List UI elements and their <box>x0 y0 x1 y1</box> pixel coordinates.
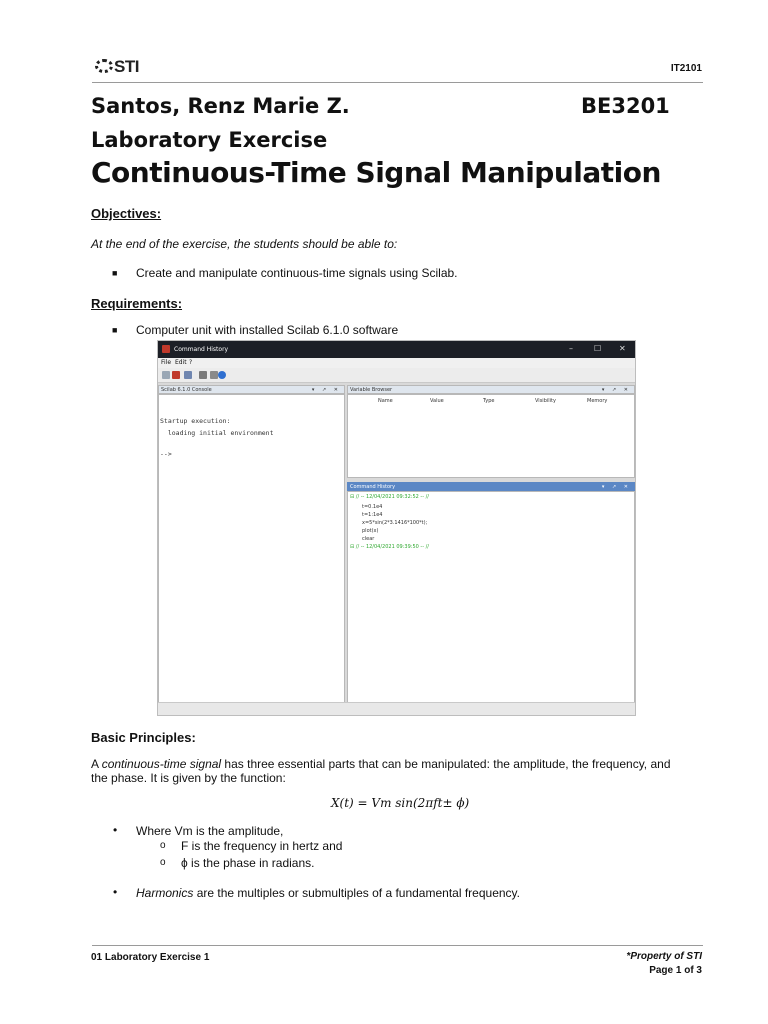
footer-divider <box>92 945 703 946</box>
maximize-icon: ☐ <box>594 344 602 353</box>
para-text: has three essential parts that can be manipulated: the amplitude, the frequency, and <box>221 757 671 771</box>
para-text: A <box>91 757 102 771</box>
harmonics-item <box>136 886 520 900</box>
sub-bullet-marker: o <box>160 857 166 868</box>
harmonics-text: are the multiples or submultiples of a fundamental frequency. <box>193 886 520 900</box>
minimize-icon: – <box>569 344 573 353</box>
console-line: loading initial environment <box>160 429 274 437</box>
footer-title: 01 Laboratory Exercise 1 <box>91 952 210 963</box>
command-history-pane <box>347 491 635 703</box>
column-type: Type <box>483 398 495 404</box>
variable-browser-label: Variable Browser <box>350 387 393 393</box>
document-type: Laboratory Exercise <box>91 128 328 152</box>
objective-item: Create and manipulate continuous-time signals using Scilab. <box>136 266 458 280</box>
signal-formula: X(t) = Vm sin(2πft± ϕ) <box>331 796 470 810</box>
basic-principles-heading: Basic Principles: <box>91 730 196 745</box>
student-name: Santos, Renz Marie Z. <box>91 94 350 118</box>
screenshot-menubar <box>158 358 635 368</box>
requirement-item: Computer unit with installed Scilab 6.1.0 software <box>136 323 399 337</box>
history-timestamp-text: // -- 12/04/2021 09:32:52 -- // <box>355 494 429 500</box>
close-icon: ✕ <box>619 344 626 353</box>
history-entry: plot(x) <box>362 528 379 534</box>
history-entry: t=1:1e4 <box>362 512 383 518</box>
command-history-label: Command History <box>350 484 396 490</box>
bullet-marker: ■ <box>112 325 118 335</box>
history-entry: x=5*sin(2*3.1416*100*t); <box>362 520 428 526</box>
menu-help: ? <box>189 359 193 366</box>
objectives-heading: Objectives: <box>91 206 162 221</box>
scilab-app-icon <box>162 345 170 353</box>
screenshot-titlebar <box>158 341 635 358</box>
document-code: IT2101 <box>670 63 702 74</box>
pane-controls: ▾ ↗ ✕ <box>311 387 341 393</box>
frequency-item: F is the frequency in hertz and <box>181 839 343 853</box>
scilab-screenshot <box>157 340 636 716</box>
screenshot-window-title: Command History <box>174 346 229 353</box>
student-section: BE3201 <box>581 94 670 118</box>
variable-browser-pane <box>347 394 635 478</box>
logo-text: STI <box>114 57 139 76</box>
bullet-marker: • <box>113 885 118 899</box>
tools-icon <box>199 371 207 379</box>
document-title: Continuous-Time Signal Manipulation <box>91 156 661 189</box>
basic-principles-paragraph-line2: the phase. It is given by the function: <box>91 771 286 785</box>
sti-logo <box>95 57 139 77</box>
history-entry: clear <box>362 536 375 542</box>
pane-controls: ▾ ↗ ✕ <box>601 484 631 490</box>
console-header-label: Scilab 6.1.0 Console <box>161 387 212 393</box>
help-icon <box>218 371 226 379</box>
history-session-timestamp: ⊟ // -- 12/04/2021 09:32:52 -- // <box>350 494 429 500</box>
basic-principles-paragraph <box>91 757 707 771</box>
console-prompt: --> <box>160 450 172 458</box>
sub-bullet-marker: o <box>160 840 166 851</box>
copy-icon <box>184 371 192 379</box>
requirements-heading: Requirements: <box>91 296 183 311</box>
console-line: Startup execution: <box>160 417 231 425</box>
cut-icon <box>172 371 180 379</box>
header-divider <box>92 82 703 83</box>
menu-file: File <box>161 359 172 366</box>
console-pane <box>158 394 345 703</box>
objectives-intro: At the end of the exercise, the students should be able to: <box>91 237 398 251</box>
where-item: Where Vm is the amplitude, <box>136 824 284 838</box>
history-entry: t=0.1e4 <box>362 504 383 510</box>
footer-page-number: Page 1 of 3 <box>649 965 702 976</box>
footer-property: *Property of STI <box>626 951 702 962</box>
column-memory: Memory <box>587 398 608 404</box>
console-header <box>158 385 345 394</box>
menu-edit: Edit <box>175 359 187 366</box>
new-icon <box>162 371 170 379</box>
history-timestamp-text: // -- 12/04/2021 09:39:50 -- // <box>355 544 429 550</box>
screenshot-toolbar <box>158 368 635 383</box>
harmonics-term: Harmonics <box>136 886 194 900</box>
sti-logo-icon <box>95 59 113 73</box>
phase-item: ϕ is the phase in radians. <box>181 856 315 870</box>
command-history-header <box>347 482 635 491</box>
history-session-timestamp: ⊟ // -- 12/04/2021 09:39:50 -- // <box>350 544 429 550</box>
settings-icon <box>210 371 218 379</box>
bullet-marker: ■ <box>112 268 118 278</box>
variable-browser-header <box>347 385 635 394</box>
para-term: continuous-time signal <box>101 757 222 771</box>
pane-controls: ▾ ↗ ✕ <box>601 387 631 393</box>
column-name: Name <box>378 398 393 404</box>
bullet-marker: • <box>113 823 118 837</box>
screenshot-statusbar <box>158 702 635 715</box>
column-value: Value <box>430 398 444 404</box>
column-visibility: Visibility <box>535 398 556 404</box>
